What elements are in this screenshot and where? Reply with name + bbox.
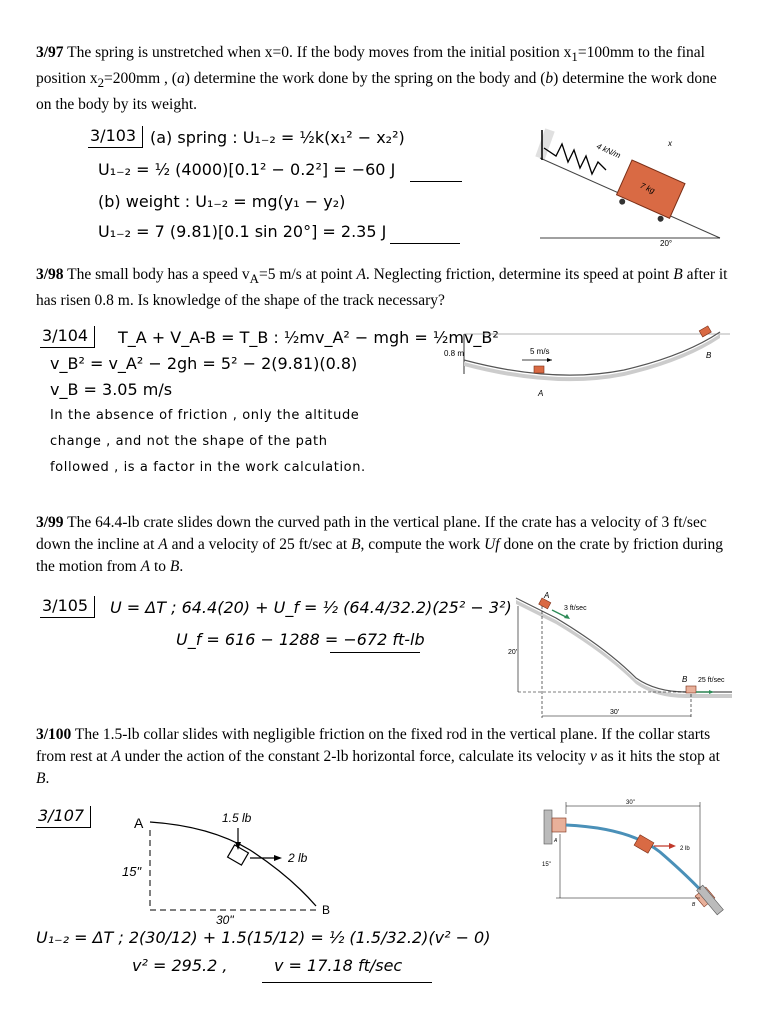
solution-line: change , and not the shape of the path [50,434,328,449]
solution-number: 3/103 [88,126,143,148]
text: B [169,558,180,575]
solution-line: v_B = 3.05 m/s [50,380,173,399]
text: =200mm , ( [104,70,177,88]
underline [390,243,460,244]
text: B [351,536,361,553]
subscript: 1 [571,49,578,65]
solution-line: U_f = 616 − 1288 = −672 ft-lb [176,630,425,649]
text: , compute the work [360,536,485,553]
text: to [150,558,170,575]
text: A [158,536,168,553]
text: B [36,770,46,787]
text: done on the crate by friction during the motion from [36,536,723,575]
solution-line: U₁₋₂ = ½ (4000)[0.1² − 0.2²] = −60 J [98,160,396,179]
solution-line: v_B² = v_A² − 2gh = 5² − 2(9.81)(0.8) [50,354,358,373]
solution-line: (b) weight : U₁₋₂ = mg(y₁ − y₂) [98,192,346,211]
subscript: A [249,271,259,287]
underline [410,181,462,182]
point-B-label: B [682,675,688,684]
figure-3-97-spring-block [540,130,730,250]
text: =5 m/s at point [259,266,357,283]
velocity-label: 5 m/s [530,347,550,356]
solution-line: followed , is a factor in the work calculation. [50,460,366,475]
solution-line: U = ΔT ; 64.4(20) + U_f = ½ (64.4/32.2)(25² − 3²) [110,598,512,617]
point-A-label: A [544,591,550,600]
problem-number: 3/99 [36,514,64,531]
point-A-label: A [554,838,558,844]
angle-label: 20° [660,239,673,248]
x-label: x [668,139,672,148]
text: ) determine the work done by the spring on the body and ( [184,70,546,88]
solution-line: v² = 295.2 , [132,956,228,975]
point-A-label: A [134,815,144,831]
text: The 1.5-lb collar slides with negligible friction on the fixed rod in the vertical plane. If the collar starts from rest at [36,726,711,765]
problem-number: 3/98 [36,266,64,283]
width-label: 30' [610,709,620,716]
velocity-B-label: 25 ft/sec [698,677,725,684]
underline [262,982,432,983]
text: and a velocity of 25 ft/sec at [167,536,352,553]
figure-3-100-collar-rod [540,800,730,920]
text: a [176,70,185,88]
spring-constant-label: 4 kN/m [595,141,622,161]
solution-line: In the absence of friction , only the altitude [50,408,360,423]
solution-line: U₁₋₂ = ΔT ; 2(30/12) + 1.5(15/12) = ½ (1.5/32.2)(v² − 0) [36,928,491,947]
problem-3-99-statement [36,512,736,578]
text: A [140,558,151,575]
text: as it hits the stop at [596,748,720,765]
width-label: 30" [216,913,234,927]
subscript: 2 [97,75,105,91]
text: A [356,266,366,283]
height-label: 15" [542,862,551,868]
figure-3-99-curved-path [506,588,736,722]
text: v [589,748,597,765]
problem-number: 3/97 [36,44,64,61]
solution-line: (a) spring : U₁₋₂ = ½k(x₁² − x₂²) [150,128,405,147]
point-A-label: A [538,389,544,398]
text: B [673,266,683,283]
underline [330,652,420,653]
problem-3-98-statement [36,264,736,312]
solution-line: v = 17.18 ft/sec [274,956,403,975]
solution-line: U₁₋₂ = 7 (9.81)[0.1 sin 20°] = 2.35 J [98,222,387,241]
text: The 64.4-lb crate slides down the curved path in the vertical plane. If the crate has a velocity of 3 ft/sec down the incline at [36,514,707,553]
weight-label: 1.5 lb [222,811,252,825]
text: ) determine the work done on the body by its weight. [36,70,717,114]
text: The small body has a speed v [63,266,250,283]
problem-3-97-statement [36,42,736,116]
text: . [45,770,50,787]
height-label: 15" [122,864,142,879]
text: b [545,70,554,88]
point-B-label: B [322,903,331,917]
text: under the action of the constant 2-lb horizontal force, calculate its velocity [120,748,590,765]
width-label: 30" [626,800,635,806]
problem-number: 3/100 [36,726,72,743]
problem-3-100-statement [36,724,736,790]
text: . Neglecting friction, determine its speed at point [365,266,674,283]
force-label: 2 lb [680,846,690,852]
solution-line: T_A + V_A-B = T_B : ½mv_A² − mgh = ½mv_B² [118,328,499,347]
point-B-label: B [692,902,696,908]
text: . [179,558,184,575]
height-label: 0.8 m [444,349,465,358]
text: =100mm to the final position x [36,44,705,88]
mass-label: 7 kg [638,181,657,196]
force-label: 2 lb [288,851,308,865]
text: A [111,748,121,765]
text: The spring is unstretched when x=0. If the body moves from the initial position x [63,44,572,61]
text: Uf [484,536,500,553]
solution-number: 3/105 [40,596,95,618]
figure-3-98-track [444,326,734,406]
text: after it has risen 0.8 m. Is knowledge of the shape of the track necessary? [36,266,728,310]
solution-number: 3/104 [40,326,95,348]
height-label: 20' [508,649,518,656]
velocity-A-label: 3 ft/sec [564,605,587,612]
sketch-3-107 [110,806,440,926]
solution-number: 3/107 [36,806,91,828]
point-B-label: B [706,351,712,360]
